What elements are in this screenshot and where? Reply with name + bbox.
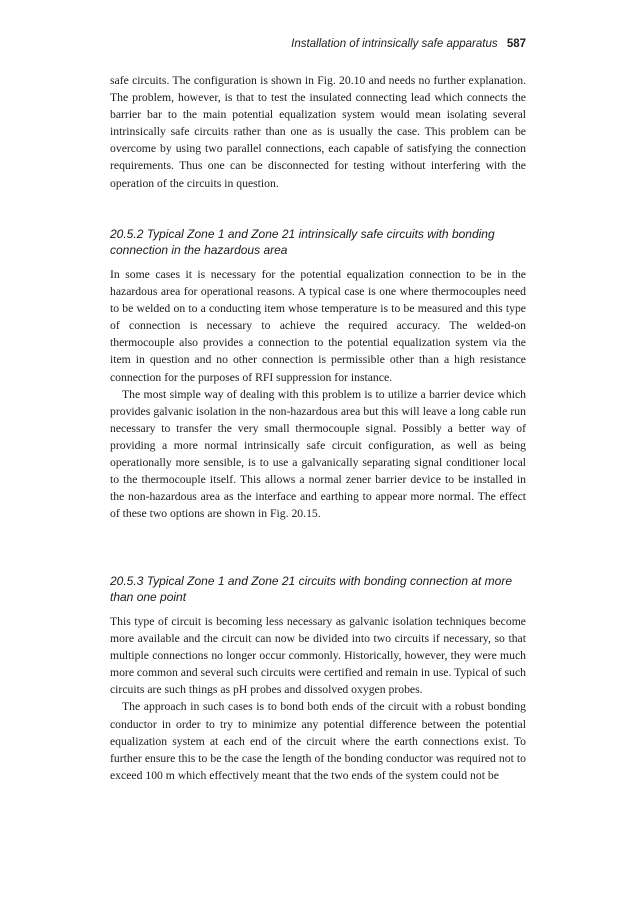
intro-paragraph: safe circuits. The configuration is shown in Fig. 20.10 and needs no further explanation. The problem, however, is that to test the insulated connecting lead which connects the barrier bar to the main potential equalization system would mean isolating several intrinsically safe circuits rather than one as is usually the case. This problem can be overcome by using two parallel connections, each capable of satisfying the connection requirements. Thus one can be disconnected for testing without interfering with the operation of the circuits in question. [110,74,526,190]
section-20-5-2-paragraph-2: The most simple way of dealing with this problem is to utilize a barrier device which provides galvanic isolation in the non-hazardous area but this will leave a long cable run necessary to transfer the very small thermocouple signal. Possibly a better way of providing a more normal intrinsically safe circuit configuration, as well as being operationally more sensible, is to use a galvanically separating signal conditioner local to the thermocouple itself. This allows a normal zener barrier device to be installed in the non-hazardous area as the interface and earthing to appear more normal. The effect of these two options are shown in Fig. 20.15. [110,387,526,521]
section-20-5-3-paragraph-2: The approach in such cases is to bond both ends of the circuit with a robust bonding conductor in order to try to minimize any potential difference between the potential equalization system at each end of the circuit where the earth connections exist. To further ensure this to be the case the length of the bonding conductor was required not to exceed 100 m which effectively meant that the two ends of the system could not be [110,700,526,782]
section-20-5-3-body [110,613,526,784]
section-20-5-2-heading-block [110,226,526,258]
running-title: Installation of intrinsically safe apparatus [291,38,498,50]
section-20-5-3-heading-block [110,573,526,605]
section-20-5-3-paragraph-1: This type of circuit is becoming less necessary as galvanic isolation techniques become more available and the circuit can now be divided into two circuits if necessary, so that multiple connections no longer occur commonly. Historically, however, they were much more common and several such circuits were certified and remain in use. Typical of such circuits are such things as pH probes and dissolved oxygen probes. [110,615,526,697]
section-20-5-2-heading: 20.5.2 Typical Zone 1 and Zone 21 intrinsically safe circuits with bonding connection in the hazardous area [110,227,495,257]
section-20-5-2-paragraph-1: In some cases it is necessary for the potential equalization connection to be in the hazardous area for operational reasons. A typical case is one where thermocouples need to be welded on to a conducting item whose temperature is to be measured and this type of connection is necessary to achieve the required accuracy. The welded-on thermocouple also provides a connection to the potential equalization system via the item in question and no other connection is permissible other than a high resistance connection for the purposes of RFI suppression for instance. [110,268,526,384]
intro-block [110,72,526,192]
section-20-5-2-body [110,266,526,522]
running-header [110,38,526,50]
page-number: 587 [506,38,526,50]
section-20-5-3-heading: 20.5.3 Typical Zone 1 and Zone 21 circuits with bonding connection at more than one point [110,574,513,604]
